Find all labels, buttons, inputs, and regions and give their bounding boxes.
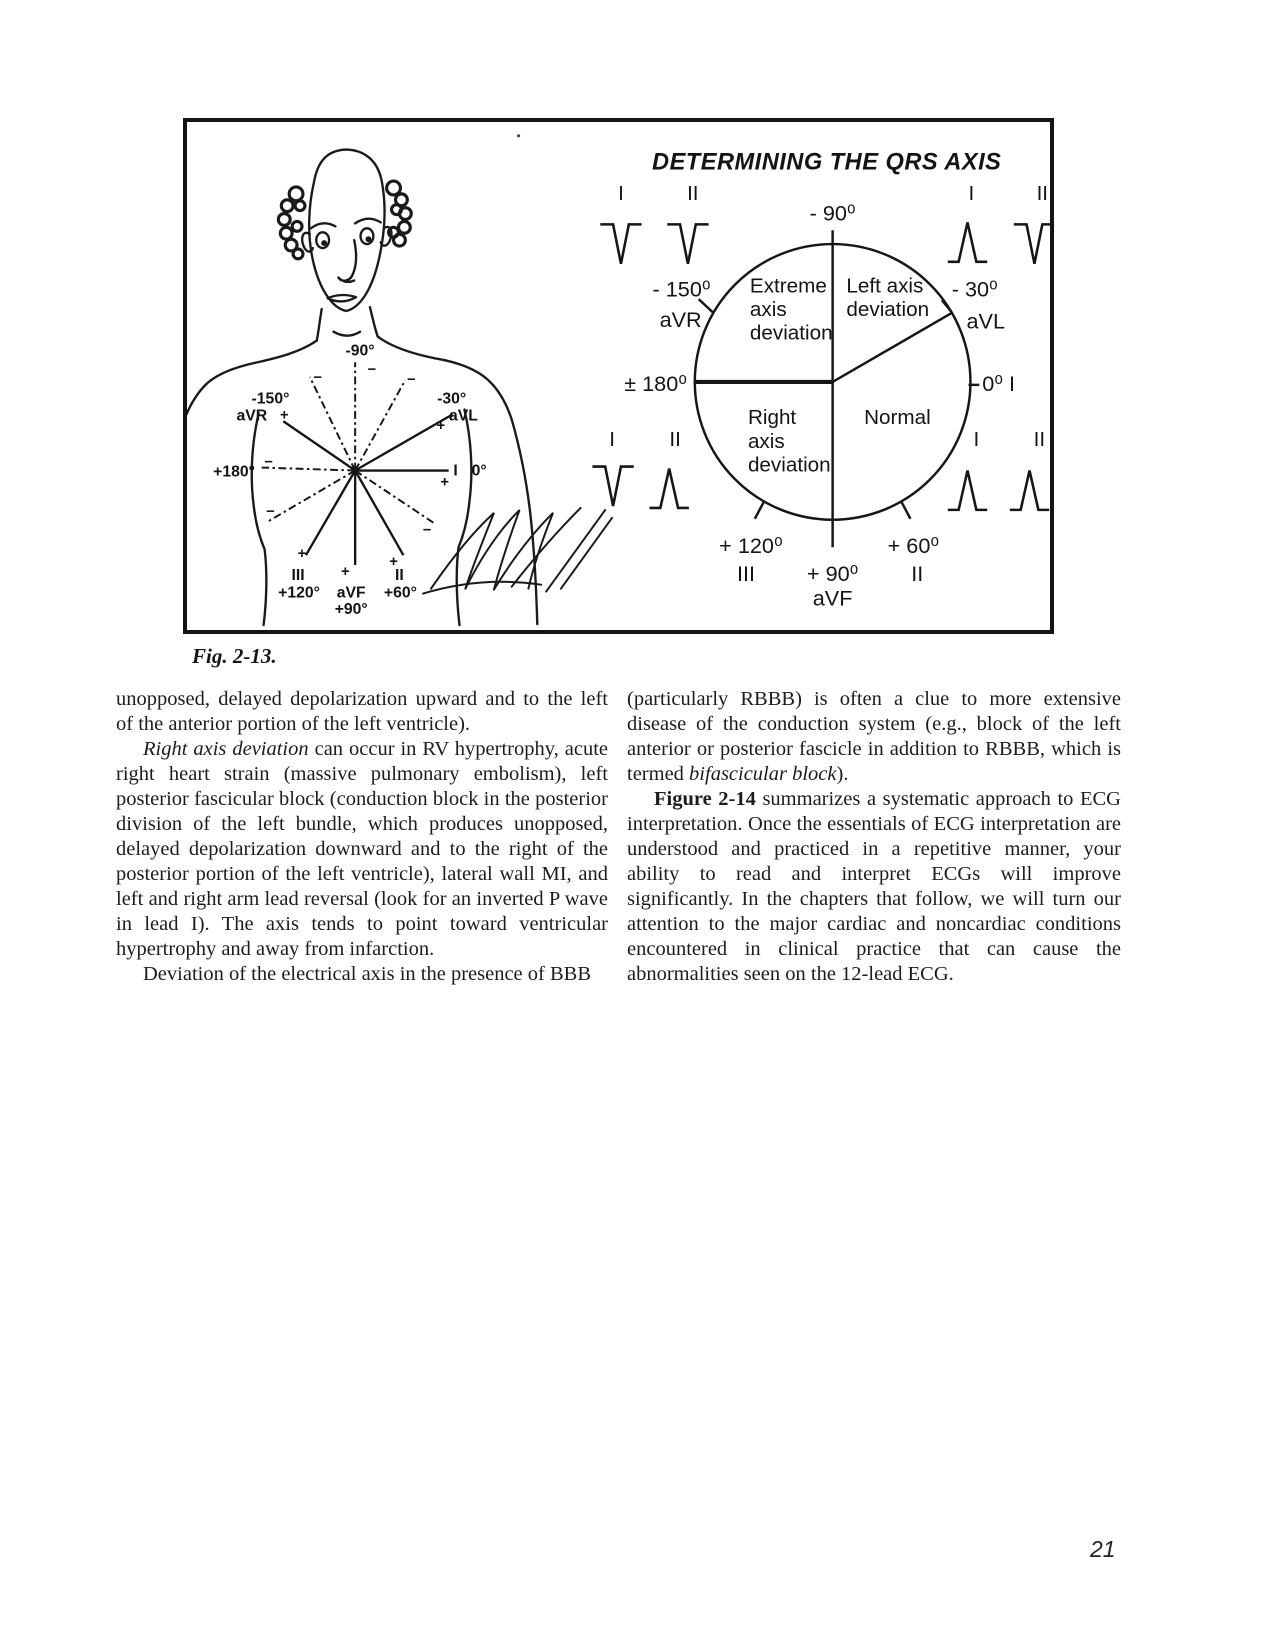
torso-label: + — [389, 554, 398, 571]
angle-label: 0⁰ I — [982, 370, 1016, 396]
angle-label: - 150⁰ — [652, 276, 711, 302]
torso-label: +60° — [383, 584, 417, 602]
torso-label: -30° — [437, 390, 467, 408]
left-chest-line — [252, 413, 267, 625]
angle-label: aVL — [966, 308, 1006, 334]
torso-label: aVL — [448, 407, 478, 425]
minus-30-radius-line — [833, 313, 952, 382]
lead-aVL-negative — [268, 471, 356, 522]
torso-label: II — [395, 566, 404, 584]
lead-label-I: I — [973, 427, 980, 451]
region-label-right-axis-deviation: deviation — [747, 453, 831, 477]
torso-label: − — [266, 503, 275, 520]
qrs-axis-circle — [694, 230, 980, 547]
lead-label-I: I — [968, 181, 975, 205]
paragraph — [627, 687, 1121, 787]
torso-label: − — [313, 369, 323, 386]
torso-label: + — [440, 474, 450, 491]
angle-label: ± 180⁰ — [624, 370, 687, 396]
minus-30-leader — [942, 300, 951, 311]
torso-label: -90° — [345, 342, 375, 360]
lead-III-positive — [306, 471, 355, 556]
torso-label: aVR — [236, 407, 268, 425]
angle-label: - 90⁰ — [809, 200, 856, 226]
angle-label: + 120⁰ — [719, 533, 783, 559]
torso-label: I — [453, 462, 458, 480]
angle-label: - 30⁰ — [951, 276, 998, 302]
ecg-waveform-down — [600, 224, 641, 263]
italic-text: bifascicular block — [689, 763, 837, 785]
ecg-waveform-up — [650, 469, 689, 508]
lead-label-II: II — [1033, 427, 1046, 451]
lead-II-negative — [310, 377, 355, 471]
angle-label: + 60⁰ — [887, 533, 940, 559]
region-label-extreme-axis-deviation: deviation — [749, 321, 833, 345]
figure-title: DETERMINING THE QRS AXIS — [652, 149, 1002, 176]
lead-aVR-positive — [283, 421, 355, 470]
lead-aVR-negative — [355, 471, 435, 524]
right-eyebrow — [355, 219, 381, 224]
ecg-waveform-up — [948, 222, 987, 261]
left-pupil — [321, 240, 327, 246]
lead-label-II: II — [669, 427, 681, 451]
lead-label-I: I — [609, 427, 615, 451]
angle-label: aVR — [659, 306, 702, 332]
text-column-left — [116, 687, 608, 987]
plus-60-tick — [902, 502, 911, 519]
neck — [317, 307, 378, 340]
right-chest-line — [457, 409, 472, 625]
figure-illustration — [187, 122, 1050, 630]
torso-label: +180° — [213, 463, 255, 481]
lead-label-II: II — [1036, 181, 1049, 205]
text-run: (particularly RBBB) is often a clue to more extensive disease of the conduction system (e.g., block of the left anterior or posterior fascicle in addition to RBBB, which is termed — [627, 688, 1121, 785]
region-label-extreme-axis-deviation: axis — [749, 297, 787, 321]
paragraph — [116, 962, 608, 987]
torso-label: + — [297, 546, 307, 563]
torso-label: + — [436, 418, 446, 435]
lead-label-II: II — [687, 181, 699, 205]
nose — [338, 240, 356, 282]
stray-dot — [517, 134, 520, 137]
lead-II-positive — [355, 471, 403, 556]
torso-label: + — [279, 407, 289, 424]
bold-text: Figure 2-14 — [654, 788, 756, 810]
ecg-waveform-up — [1010, 471, 1049, 510]
paragraph — [627, 787, 1121, 987]
region-label-right-axis-deviation: Right — [747, 406, 797, 430]
right-eye — [361, 228, 374, 244]
torso-label: aVF — [336, 584, 366, 602]
paragraph — [116, 737, 608, 962]
hair-left — [278, 187, 305, 259]
region-label-left-axis-deviation: Left axis — [846, 274, 924, 298]
right-pupil — [365, 236, 371, 242]
text-run: can occur in RV hypertrophy, acute right heart strain (massive pulmonary embolism), left posterior fascicular block (conduction block in the posterior division of the left bundle, which produces unopposed, delayed depolarization downward and to the right of the posterior portion of the left ventricle), lateral wall MI, and left and right arm lead reversal (look for an inverted P wave in lead I). The axis tends to point toward ventricular hypertrophy and away from infarction. — [116, 738, 608, 960]
region-label-right-axis-deviation: axis — [747, 429, 785, 453]
left-eyebrow — [311, 223, 336, 228]
ecg-waveform-up — [948, 471, 987, 510]
page-number: 21 — [1090, 1536, 1116, 1562]
angle-label: + 90⁰ — [806, 560, 859, 586]
torso-label: − — [264, 454, 273, 471]
text-run: unopposed, delayed depolarization upward and to the left of the anterior portion of the left ventricle). — [116, 688, 608, 735]
angle-label: aVF — [812, 585, 853, 611]
torso-label: − — [367, 362, 377, 379]
torso-label: 0° — [471, 462, 487, 480]
plus-120-tick — [755, 502, 764, 519]
torso-label: − — [406, 371, 416, 388]
torso-label: + — [340, 563, 350, 580]
angle-label: III — [736, 560, 756, 586]
hair-right — [387, 181, 412, 246]
figure-caption: Fig. 2-13. — [192, 644, 277, 668]
mouth — [328, 295, 357, 301]
head-outline — [309, 150, 384, 311]
angle-label: II — [911, 560, 924, 586]
torso-label: +120° — [278, 584, 320, 602]
text-run: summarizes a systematic approach to ECG interpretation. Once the essentials of ECG interpretation are understood and practiced in a repetitive manner, your ability to read and interpret ECGs will improve significantly. In the chapters that follow, we will turn our attention to the major cardiac and noncardiac conditions encountered in clinical practice that can cause the abnormalities seen on the 12-lead ECG. — [627, 788, 1121, 985]
torso-label: III — [291, 566, 305, 584]
paragraph — [116, 687, 608, 737]
ecg-waveform-down — [667, 224, 708, 263]
quadrant-labels — [748, 274, 931, 476]
italic-text: Right axis deviation — [143, 738, 309, 760]
region-label-extreme-axis-deviation: Extreme — [749, 274, 827, 298]
ecg-waveform-down — [1014, 224, 1050, 263]
torso-label: +90° — [334, 601, 368, 619]
left-eye — [316, 232, 329, 248]
text-column-right — [627, 687, 1121, 987]
text-run: Deviation of the electrical axis in the presence of BBB — [143, 963, 591, 985]
torso-label: − — [422, 522, 432, 539]
ecg-waveform-down — [592, 467, 633, 506]
artist-signature — [423, 508, 612, 594]
region-label-left-axis-deviation: deviation — [846, 297, 930, 321]
lead-I-negative — [262, 468, 356, 471]
torso-label: -150° — [251, 390, 290, 408]
text-run: ). — [836, 763, 849, 785]
lead-label-I: I — [618, 181, 624, 205]
region-label-normal: Normal — [864, 406, 931, 430]
figure-2-13-box — [183, 118, 1054, 634]
